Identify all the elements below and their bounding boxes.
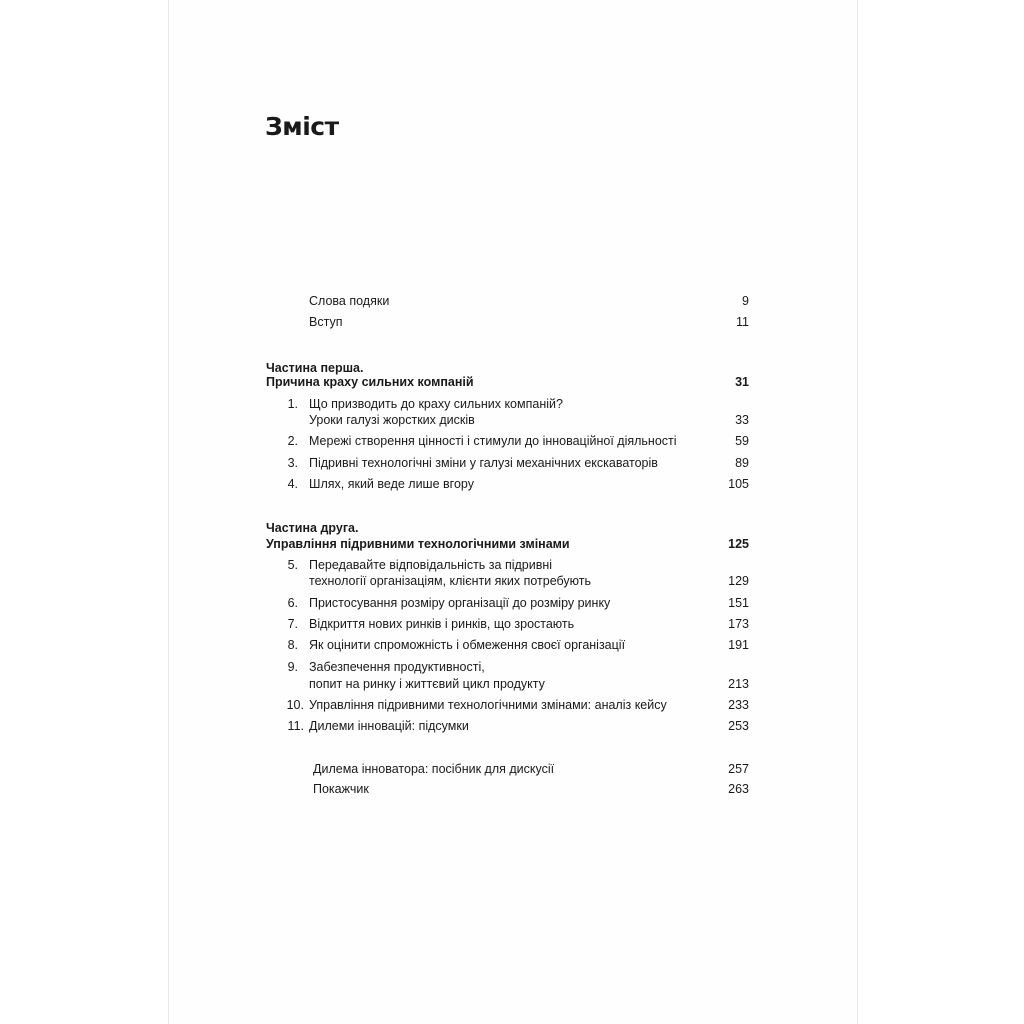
chapter-title-line1: Пристосування розміру організації до розміру ринку [309, 596, 611, 610]
toc-entry-page: 263 [728, 782, 749, 796]
part-heading-line1: Частина друга. [266, 521, 359, 535]
chapter-number: 2. [287, 434, 298, 448]
chapter-title-line2: технології організаціям, клієнти яких потребують [309, 574, 592, 588]
chapter-title-line2: попит на ринку і життєвий цикл продукту [309, 677, 545, 691]
toc-entry-label: Вступ [309, 315, 343, 329]
part-heading-line2: Причина краху сильних компаній [266, 375, 474, 389]
chapter-number: 5. [287, 558, 298, 572]
toc-entry-page: 257 [728, 762, 749, 776]
part-heading-page: 125 [728, 537, 749, 551]
chapter-page: 129 [728, 574, 749, 588]
chapter-number: 10. [286, 698, 304, 712]
chapter-page: 213 [728, 677, 749, 691]
chapter-number: 4. [287, 477, 298, 491]
chapter-page: 89 [735, 456, 749, 470]
chapter-title-line1: Мережі створення цінності і стимули до інноваційної діяльності [309, 434, 677, 448]
chapter-title-line2: Уроки галузі жорстких дисків [309, 413, 475, 427]
chapter-title-line1: Шлях, який веде лише вгору [309, 477, 474, 491]
chapter-title-line1: Як оцінити спроможність і обмеження своєї організації [309, 638, 626, 652]
chapter-number: 9. [287, 660, 298, 674]
chapter-number: 3. [287, 456, 298, 470]
chapter-page: 233 [728, 698, 749, 712]
chapter-title-line1: Передавайте відповідальність за підривні [309, 558, 553, 572]
toc-entry-page: 9 [742, 294, 749, 308]
chapter-page: 105 [728, 477, 749, 491]
chapter-title-line1: Дилеми інновацій: підсумки [309, 719, 469, 733]
part-heading-line1: Частина перша. [266, 361, 364, 375]
chapter-title-line1: Відкриття нових ринків і ринків, що зростають [309, 617, 575, 631]
page-title: Зміст [265, 112, 339, 141]
chapter-page: 59 [735, 434, 749, 448]
toc-entry-label: Дилема інноватора: посібник для дискусії [313, 762, 555, 776]
chapter-title-line1: Що призводить до краху сильних компаній? [309, 397, 563, 411]
chapter-page: 33 [735, 413, 749, 427]
chapter-title-line1: Підривні технологічні зміни у галузі механічних екскаваторів [309, 456, 658, 470]
toc-entry-label: Покажчик [313, 782, 369, 796]
chapter-page: 151 [728, 596, 749, 610]
chapter-page: 173 [728, 617, 749, 631]
chapter-title-line1: Управління підривними технологічними змінами: аналіз кейсу [309, 698, 667, 712]
toc-entry-page: 11 [736, 315, 749, 329]
toc-entry-label: Слова подяки [309, 294, 390, 308]
chapter-page: 253 [728, 719, 749, 733]
chapter-number: 1. [287, 397, 298, 411]
chapter-number: 6. [287, 596, 298, 610]
chapter-number: 11. [287, 719, 304, 733]
part-heading-line2: Управління підривними технологічними змінами [266, 537, 570, 551]
chapter-title-line1: Забезпечення продуктивності, [309, 660, 485, 674]
part-heading-page: 31 [735, 375, 749, 389]
chapter-page: 191 [728, 638, 749, 652]
chapter-number: 7. [287, 617, 298, 631]
chapter-number: 8. [287, 638, 298, 652]
